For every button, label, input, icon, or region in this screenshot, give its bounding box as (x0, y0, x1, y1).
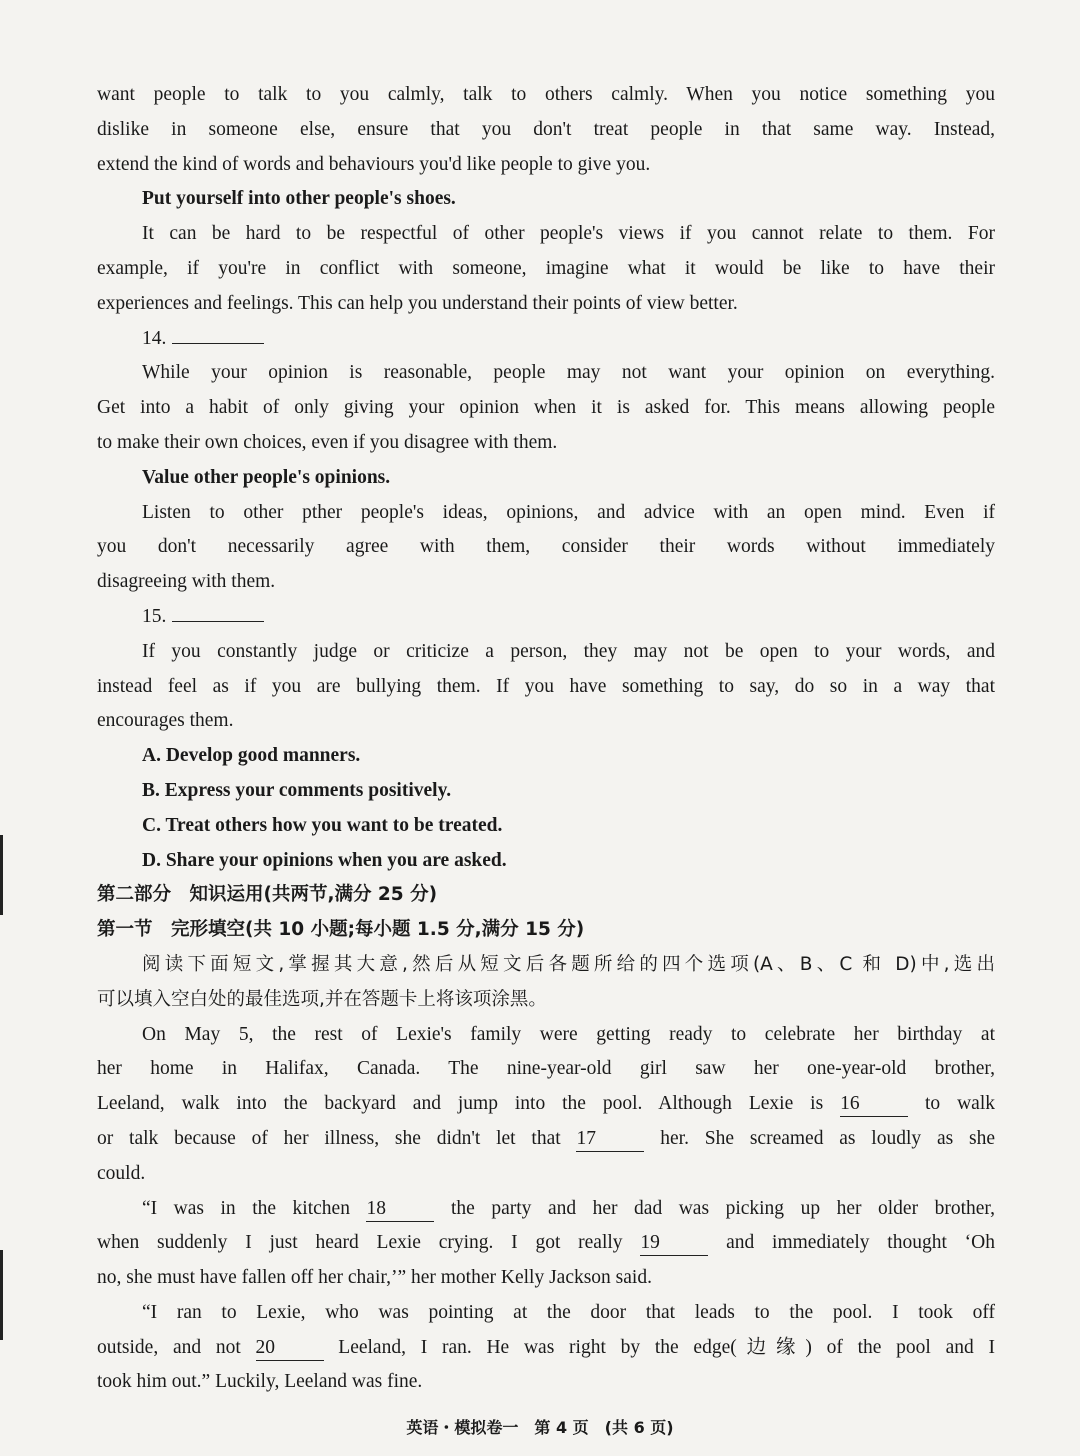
text-line: encourages them. (97, 710, 234, 732)
text-line (97, 1192, 995, 1227)
section-heading: Put yourself into other people's shoes. (142, 188, 456, 210)
text-line: On May 5, the rest of Lexie's family were getting ready to celebrate her birthday at (142, 1023, 995, 1045)
text-line: want people to talk to you calmly, talk to others calmly. When you notice something you (97, 84, 995, 105)
question-14 (97, 322, 995, 357)
question-15 (97, 600, 995, 635)
text-line: extend the kind of words and behaviours you'd like people to give you. (97, 153, 651, 175)
option-a: A. Develop good manners. (142, 745, 361, 767)
text-line (97, 1122, 995, 1157)
scan-edge-mark (0, 835, 3, 915)
text-line: disagreeing with them. (97, 571, 276, 593)
option-b: B. Express your comments positively. (142, 779, 452, 801)
text-line: her home in Halifax, Canada. The nine-year-old girl saw her one-year-old brother, (97, 1058, 995, 1080)
cloze-blank-19: 19 (640, 1231, 708, 1256)
question-number: 14. (142, 327, 167, 349)
text-line: experiences and feelings. This can help you understand their points of view better. (97, 292, 738, 314)
text-line: to make their own choices, even if you disagree with them. (97, 431, 558, 453)
page-footer: 英语・模拟卷一 第 4 页 (共 6 页) (406, 1418, 674, 1437)
cloze-blank-18: 18 (366, 1197, 434, 1222)
text-fragment: and immediately thought ‘Oh (726, 1232, 995, 1254)
document-page (97, 78, 995, 1400)
text-line: example, if you're in conflict with someone, imagine what it would be like to have their (97, 257, 995, 279)
text-fragment: “I was in the kitchen (142, 1197, 350, 1219)
text-line: It can be hard to be respectful of other people's views if you cannot relate to them. For (142, 223, 995, 245)
text-line: you don't necessarily agree with them, consider their words without immediately (97, 536, 995, 558)
section-one-heading: 第一节 完形填空(共 10 小题;每小题 1.5 分,满分 15 分) (97, 919, 585, 941)
text-line (97, 1087, 995, 1122)
text-line: If you constantly judge or criticize a person, they may not be open to your words, and (142, 640, 995, 662)
answer-blank (172, 601, 264, 622)
text-line: no, she must have fallen off her chair,’” her mother Kelly Jackson said. (97, 1267, 652, 1289)
scan-edge-mark (0, 1250, 3, 1340)
text-line: could. (97, 1162, 146, 1184)
text-line (97, 1331, 995, 1366)
text-fragment: outside, and not (97, 1336, 241, 1358)
text-line: Listen to other pther people's ideas, opinions, and advice with an open mind. Even if (142, 501, 995, 523)
text-fragment: the party and her dad was picking up her older brother, (451, 1197, 996, 1219)
text-fragment: Leeland, I ran. He was right by the edge(边缘) of the pool and I (338, 1336, 995, 1358)
answer-blank (172, 323, 264, 344)
text-line: Get into a habit of only giving your opinion when it is asked for. This means allowing people (97, 397, 995, 419)
text-fragment: to walk (925, 1093, 996, 1115)
text-fragment: or talk because of her illness, she didn't let that (97, 1127, 561, 1149)
text-line: While your opinion is reasonable, people may not want your opinion on everything. (142, 362, 995, 384)
text-line: instead feel as if you are bullying them. If you have something to say, do so in a way that (97, 675, 995, 697)
cloze-blank-17: 17 (576, 1127, 644, 1152)
text-line (97, 1226, 995, 1261)
option-c: C. Treat others how you want to be treated. (142, 814, 503, 836)
instruction-line: 可以填入空白处的最佳选项,并在答题卡上将该项涂黑。 (97, 988, 547, 1010)
option-d: D. Share your opinions when you are asked. (142, 849, 507, 871)
text-line: took him out.” Luckily, Leeland was fine. (97, 1371, 423, 1393)
text-fragment: Leeland, walk into the backyard and jump into the pool. Although Lexie is (97, 1093, 824, 1115)
cloze-blank-16: 16 (840, 1092, 908, 1117)
part-two-heading: 第二部分 知识运用(共两节,满分 25 分) (97, 884, 438, 906)
text-fragment: when suddenly I just heard Lexie crying. I got really (97, 1232, 623, 1254)
cloze-blank-20: 20 (256, 1336, 324, 1361)
text-line: “I ran to Lexie, who was pointing at the door that leads to the pool. I took off (142, 1301, 995, 1323)
section-heading: Value other people's opinions. (142, 466, 391, 488)
text-fragment: her. She screamed as loudly as she (660, 1127, 995, 1149)
question-number: 15. (142, 605, 167, 627)
text-line: dislike in someone else, ensure that you don't treat people in that same way. Instead, (97, 118, 995, 140)
instruction-line: 阅读下面短文,掌握其大意,然后从短文后各题所给的四个选项(A、B、C 和 D)中,选出 (142, 953, 995, 975)
